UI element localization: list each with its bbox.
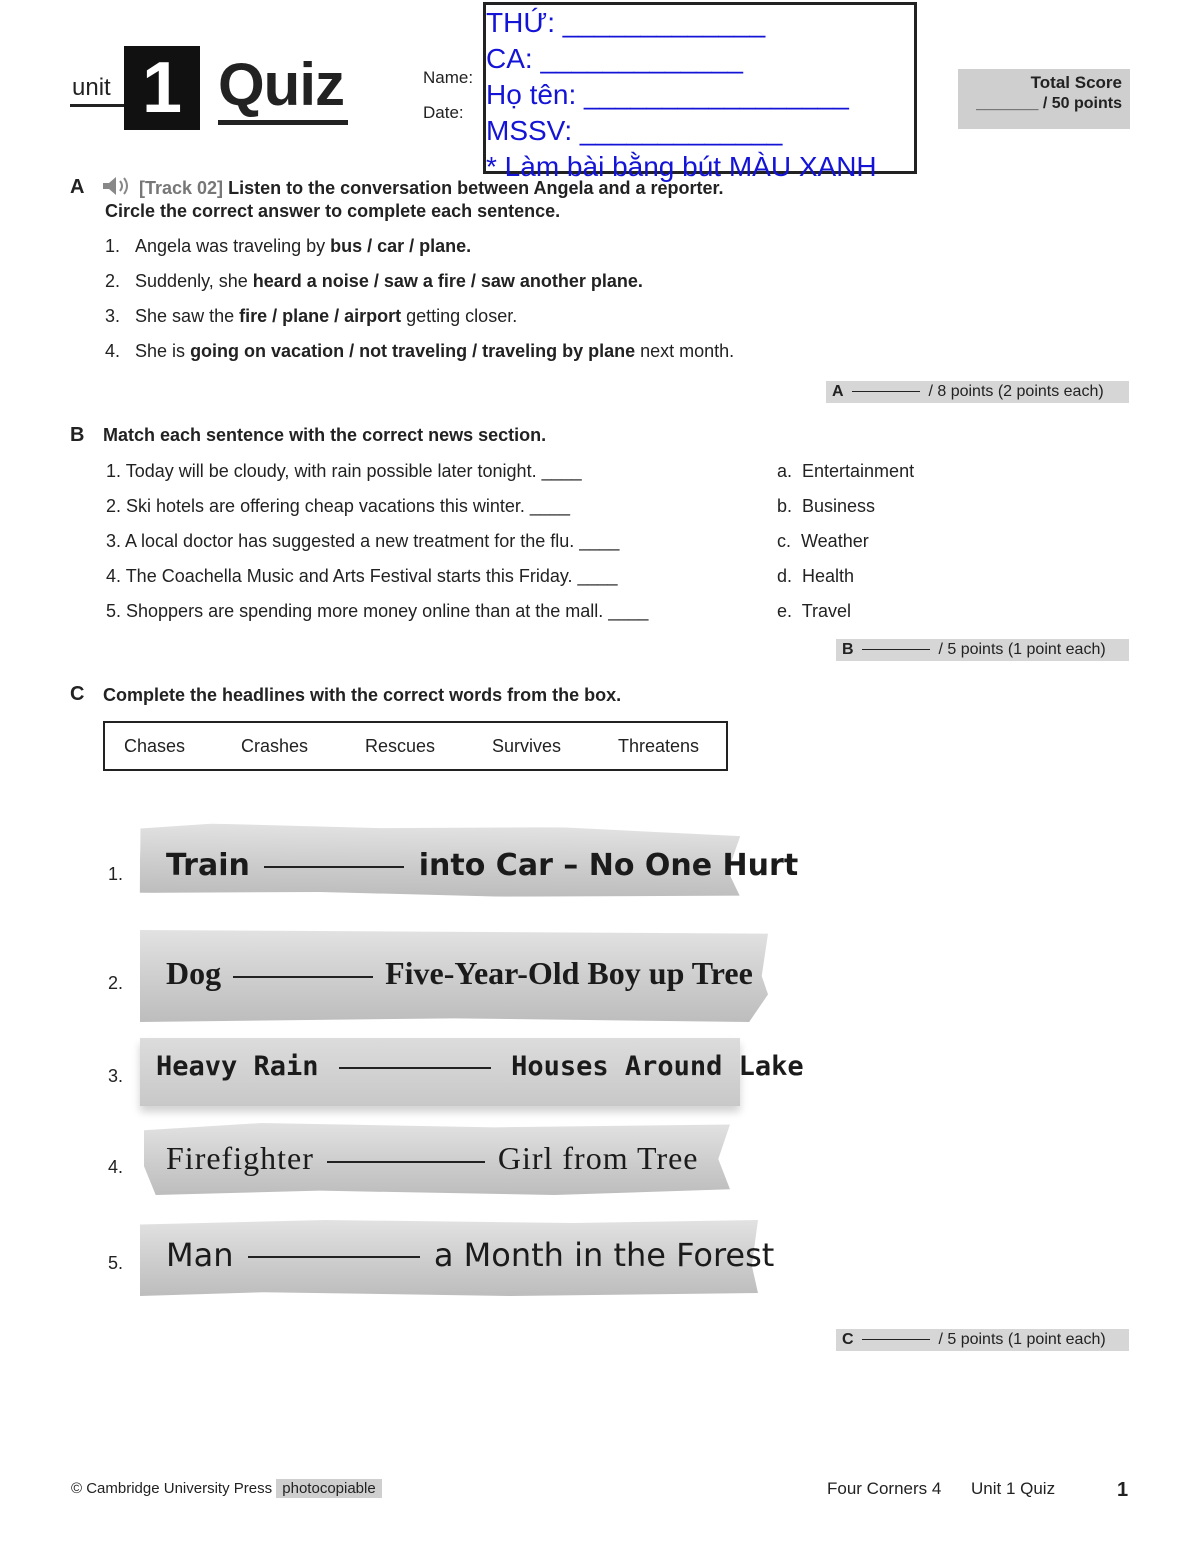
headline-3: [156, 1051, 804, 1082]
footer-copyright: [71, 1480, 382, 1497]
section-b-sentence: 5. Shoppers are spending more money online than at the mall. ____: [106, 601, 649, 621]
headline-before: Train: [166, 848, 250, 883]
student-info-stamp: [483, 2, 917, 182]
item-number: 2.: [105, 271, 121, 291]
headline-after: Girl from Tree: [497, 1140, 699, 1176]
item-number: 4.: [105, 341, 121, 361]
section-b-option: b. Business: [777, 496, 876, 516]
item-text-end: next month.: [635, 341, 735, 361]
footer-unit-label: Unit 1 Quiz: [971, 1479, 1056, 1498]
item-number: 3.: [105, 306, 121, 326]
section-b-option: e. Travel: [777, 601, 852, 621]
item-text: Angela was traveling by: [135, 236, 331, 256]
headline-after: into Car – No One Hurt: [418, 848, 799, 883]
section-b-option: a. Entertainment: [777, 461, 915, 481]
score-blank: [862, 1339, 930, 1340]
headline-after: Five-Year-Old Boy up Tree: [385, 955, 753, 991]
stamp-line-note: * Làm bài bằng bút MÀU XANH: [486, 151, 877, 182]
score-text: / 5 points (1 point each): [938, 641, 1106, 658]
date-label: Date:: [423, 103, 464, 122]
section-b-score: [836, 639, 1129, 661]
word-box-item: Survives: [492, 736, 562, 756]
headline-1: [166, 848, 798, 883]
item-text-end: getting closer.: [401, 306, 518, 326]
headline-number: 4.: [108, 1157, 124, 1177]
page-number: 1: [1117, 1479, 1129, 1501]
headline-number: 2.: [108, 973, 124, 993]
audio-speaker-icon: [101, 175, 133, 197]
section-b-option: d. Health: [777, 566, 855, 586]
word-box-item: Crashes: [241, 736, 309, 756]
quiz-underline: [218, 120, 348, 125]
score-blank: [852, 391, 920, 392]
photocopiable-badge: photocopiable: [276, 1479, 381, 1498]
word-box-item: Chases: [124, 736, 186, 756]
headline-blank: [264, 866, 404, 868]
section-a-listen-text: Listen to the conversation between Angela and a reporter.: [228, 178, 724, 198]
section-a-score: [826, 381, 1129, 403]
stamp-line-day: THỨ: _____________: [486, 7, 766, 38]
headline-before: Dog: [166, 955, 222, 991]
section-b-sentence: 2. Ski hotels are offering cheap vacations this winter. ____: [106, 496, 570, 516]
item-text: Suddenly, she: [135, 271, 253, 291]
section-b-sentence: 4. The Coachella Music and Arts Festival starts this Friday. ____: [106, 566, 618, 586]
headline-before: Man: [166, 1236, 234, 1274]
unit-number: 1: [124, 46, 200, 130]
item-text: She is: [135, 341, 191, 361]
track-label: [Track 02]: [139, 178, 224, 198]
item-choices: fire / plane / airport: [239, 306, 402, 326]
section-c-letter: C: [70, 683, 85, 705]
headline-before: Firefighter: [166, 1140, 314, 1176]
section-b-option: c. Weather: [777, 531, 869, 551]
copyright-text: © Cambridge University Press: [71, 1480, 273, 1497]
section-b-instruction: Match each sentence with the correct news section.: [103, 425, 547, 445]
score-letter: A: [832, 383, 844, 400]
stamp-line-fullname: Họ tên: _________________: [486, 79, 849, 110]
section-b-letter: B: [70, 424, 85, 446]
headline-blank: [339, 1067, 491, 1069]
score-letter: C: [842, 1331, 854, 1348]
item-text: She saw the: [135, 306, 240, 326]
section-b-sentence: 3. A local doctor has suggested a new treatment for the flu. ____: [106, 531, 620, 551]
score-text: / 8 points (2 points each): [928, 383, 1104, 400]
headline-blank: [327, 1161, 485, 1163]
section-c-score: [836, 1329, 1129, 1351]
total-score-box: [958, 69, 1130, 129]
section-a-letter: A: [70, 176, 85, 198]
total-score-title: Total Score: [1030, 73, 1122, 92]
headline-after: Houses Around Lake: [511, 1051, 804, 1082]
headline-number: 5.: [108, 1253, 124, 1273]
section-a-instruction-2: Circle the correct answer to complete each sentence.: [105, 201, 561, 221]
section-c-instruction: Complete the headlines with the correct words from the box.: [103, 685, 622, 705]
section-a-item: [105, 306, 517, 327]
headline-2: [166, 955, 753, 992]
score-letter: B: [842, 641, 854, 658]
unit-underline: [70, 104, 126, 107]
section-a-item: [105, 341, 734, 362]
word-box: [103, 721, 728, 771]
total-score-value: _______ / 50 points: [976, 95, 1122, 112]
item-choices: going on vacation / not traveling / traveling by plane: [190, 341, 636, 361]
headline-5: [166, 1236, 774, 1274]
headline-blank: [233, 976, 373, 978]
headline-4: [166, 1140, 699, 1177]
item-choices: heard a noise / saw a fire / saw another plane.: [252, 271, 643, 291]
quiz-title: Quiz: [218, 51, 344, 118]
footer-book-title: Four Corners 4: [827, 1479, 942, 1498]
item-number: 1.: [105, 236, 121, 256]
stamp-line-shift: CA: _____________: [486, 43, 743, 74]
word-box-item: Threatens: [618, 736, 700, 756]
headline-after: a Month in the Forest: [433, 1236, 775, 1274]
stamp-line-student-id: MSSV: _____________: [486, 115, 783, 146]
headline-before: Heavy Rain: [156, 1051, 319, 1082]
section-b-sentence: 1. Today will be cloudy, with rain possible later tonight. ____: [106, 461, 582, 481]
name-label: Name:: [423, 68, 474, 87]
item-choices: bus / car / plane.: [330, 236, 472, 256]
section-a-instruction-1: [139, 178, 724, 199]
unit-label: unit: [72, 74, 111, 101]
section-a-item: [105, 236, 471, 257]
score-blank: [862, 649, 930, 650]
score-text: / 5 points (1 point each): [938, 1331, 1106, 1348]
headline-number: 3.: [108, 1066, 124, 1086]
section-a-item: [105, 271, 643, 292]
headline-blank: [248, 1256, 420, 1258]
headline-number: 1.: [108, 864, 124, 884]
word-box-item: Rescues: [365, 736, 436, 756]
